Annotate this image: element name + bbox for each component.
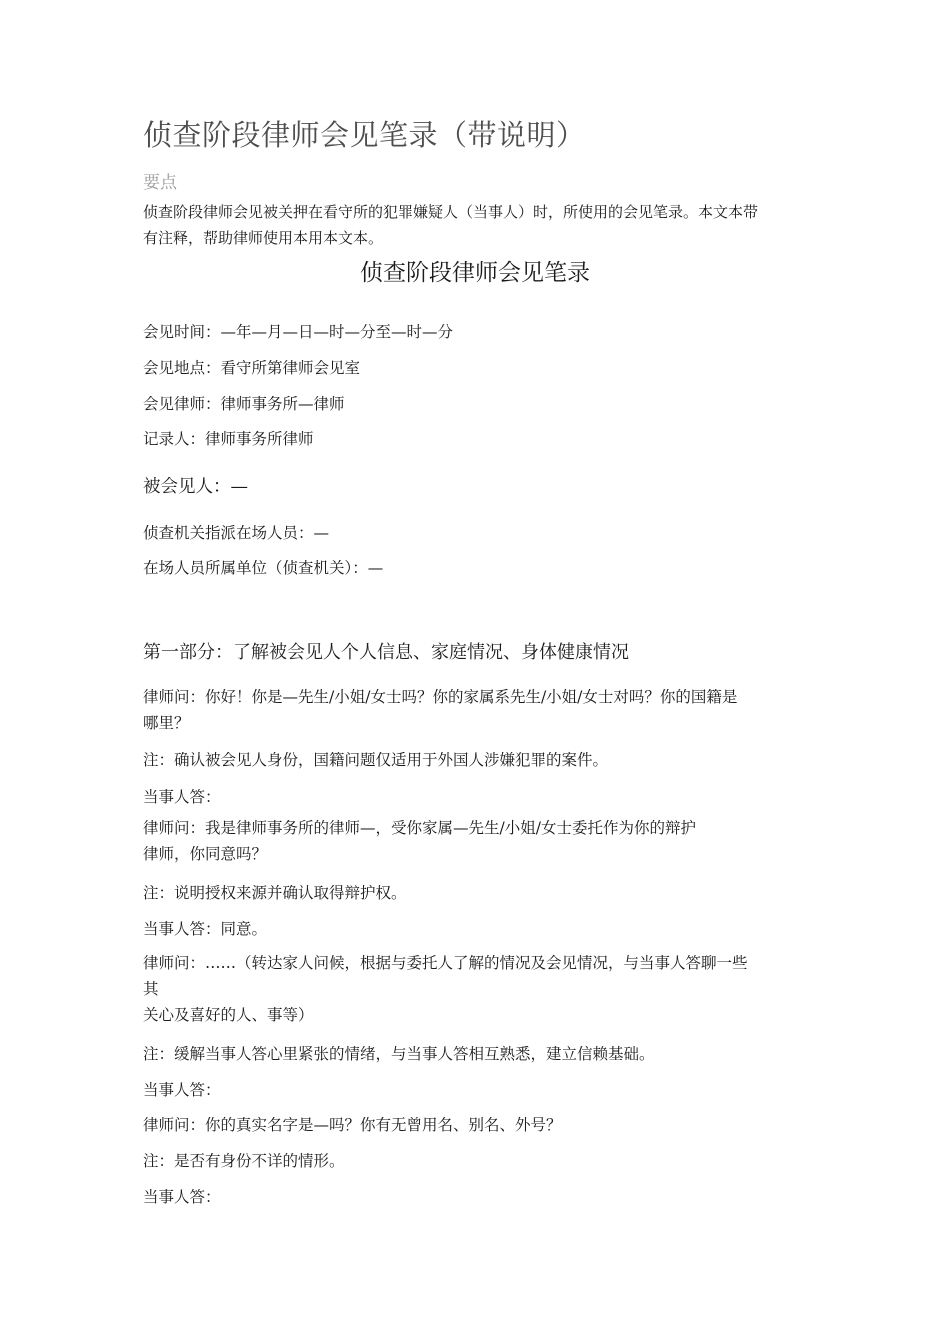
note: 注：缓解当事人答心里紧张的情绪，与当事人答相互熟悉，建立信赖基础。 (143, 1045, 655, 1063)
document-title: 侦查阶段律师会见笔录（带说明） (143, 118, 586, 152)
note: 注：是否有身份不详的情形。 (143, 1152, 345, 1170)
answer: 当事人答： (143, 1188, 221, 1206)
note: 注：说明授权来源并确认取得辩护权。 (143, 884, 407, 902)
section-heading: 第一部分：了解被会见人个人信息、家庭情况、身体健康情况 (143, 642, 629, 663)
recorder: 记录人：律师事务所律师 (143, 430, 314, 448)
keypoint-label: 要点 (143, 173, 177, 193)
lawyer-question (143, 684, 808, 736)
note: 注：确认被会见人身份，国籍问题仅适用于外国人涉嫌犯罪的案件。 (143, 751, 609, 769)
answer: 当事人答： (143, 788, 221, 806)
lawyer-question: 律师问：你的真实名字是—吗？你有无曾用名、别名、外号？ (143, 1116, 562, 1134)
question-line: 律师问：你好！你是—先生/小姐/女士吗？你的家属系先生/小姐/女士对吗？你的国籍是 (143, 688, 738, 706)
summary-line: 侦查阶段律师会见被关押在看守所的犯罪嫌疑人（当事人）时，所使用的会见笔录。本文本带 (143, 203, 759, 221)
staff-unit: 在场人员所属单位（侦查机关）：— (143, 559, 384, 577)
lawyer-question (143, 815, 808, 867)
question-line: 关心及喜好的人、事等） (143, 1006, 314, 1024)
summary-paragraph (143, 199, 808, 251)
answer: 当事人答： (143, 1081, 221, 1099)
question-line: 律师，你同意吗？ (143, 845, 268, 863)
meeting-place: 会见地点：看守所第律师会见室 (143, 359, 361, 377)
lawyer-question (143, 950, 808, 1028)
meeting-time: 会见时间：—年—月—日—时—分至—时—分 (143, 323, 454, 341)
summary-line: 有注释，帮助律师使用本用本文本。 (143, 229, 384, 247)
question-line: 律师问：……（转达家人问候，根据与委托人了解的情况及会见情况，与当事人答聊一些 (143, 954, 748, 972)
assigned-staff: 侦查机关指派在场人员：— (143, 524, 330, 542)
question-line: 哪里？ (143, 714, 190, 732)
meeting-lawyer: 会见律师：律师事务所—律师 (143, 395, 345, 413)
question-line: 律师问：我是律师事务所的律师—，受你家属—先生/小姐/女士委托作为你的辩护 (143, 819, 696, 837)
answer: 当事人答：同意。 (143, 920, 268, 938)
question-line: 其 (143, 980, 159, 998)
interviewee: 被会见人：— (143, 477, 248, 497)
record-title: 侦查阶段律师会见笔录 (360, 260, 590, 286)
